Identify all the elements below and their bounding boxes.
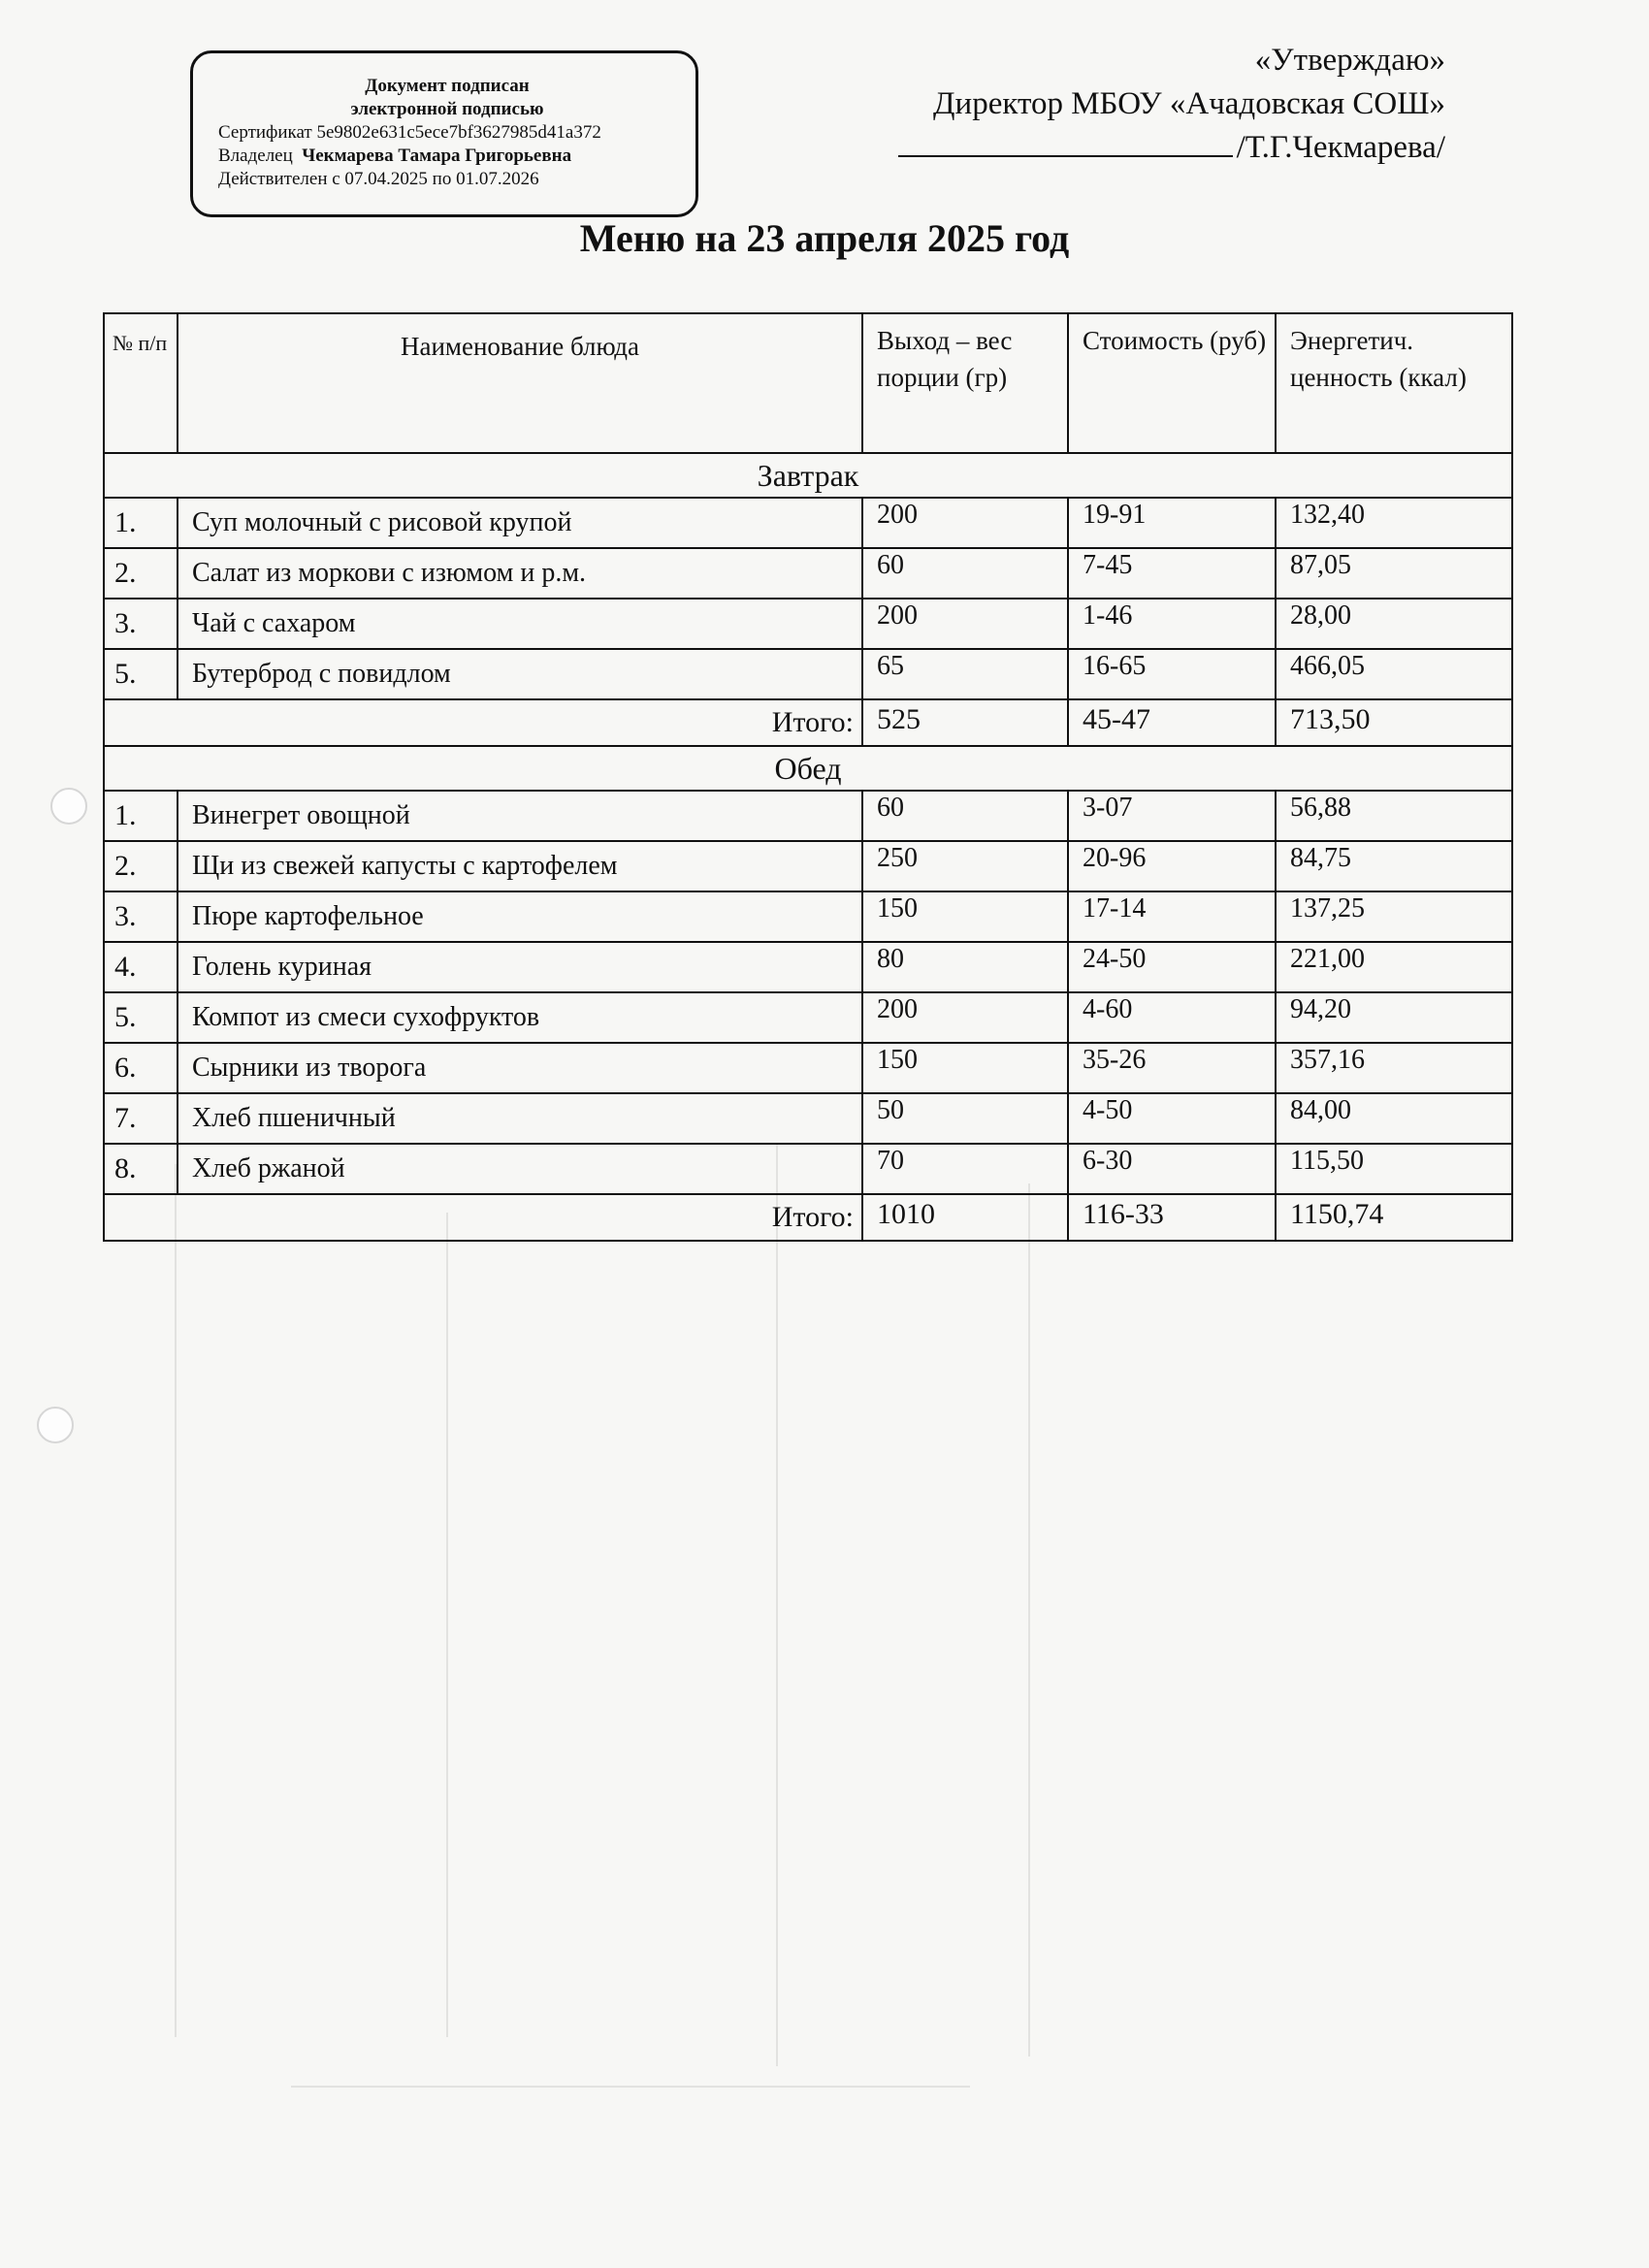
section-title: Завтрак (104, 453, 1512, 498)
cell-output: 70 (862, 1144, 1068, 1194)
menu-table (103, 312, 1513, 1242)
cell-energy: 137,25 (1276, 891, 1512, 942)
cell-name: Салат из моркови с изюмом и р.м. (178, 548, 862, 599)
header-output: Выход – вес порции (гр) (862, 313, 1068, 453)
cell-num: 1. (104, 498, 178, 548)
binder-hole (37, 1407, 74, 1443)
table-row (104, 992, 1512, 1043)
cell-name: Сырники из творога (178, 1043, 862, 1093)
cell-cost: 19-91 (1068, 498, 1276, 548)
cell-name: Щи из свежей капусты с картофелем (178, 841, 862, 891)
cell-name: Бутерброд с повидлом (178, 649, 862, 699)
total-energy: 713,50 (1276, 699, 1512, 746)
bleed-through-line (175, 1164, 177, 2037)
cell-name: Чай с сахаром (178, 599, 862, 649)
cell-cost: 3-07 (1068, 791, 1276, 841)
cell-cost: 16-65 (1068, 649, 1276, 699)
stamp-owner (218, 145, 676, 168)
cell-output: 250 (862, 841, 1068, 891)
stamp-owner-label: Владелец (218, 146, 293, 166)
cell-output: 60 (862, 791, 1068, 841)
approval-heading: «Утверждаю» (1254, 43, 1445, 78)
cell-energy: 56,88 (1276, 791, 1512, 841)
cell-name: Хлеб ржаной (178, 1144, 862, 1194)
cell-num: 3. (104, 891, 178, 942)
table-header-row (104, 313, 1512, 453)
bleed-through-line (776, 1145, 778, 2066)
cell-output: 80 (862, 942, 1068, 992)
cell-num: 4. (104, 942, 178, 992)
stamp-certificate: Сертификат 5e9802e631c5ece7bf3627985d41a372 (218, 122, 601, 143)
cell-cost: 4-60 (1068, 992, 1276, 1043)
cell-cost: 4-50 (1068, 1093, 1276, 1144)
cell-name: Компот из смеси сухофруктов (178, 992, 862, 1043)
cell-output: 65 (862, 649, 1068, 699)
cell-name: Винегрет овощной (178, 791, 862, 841)
cell-output: 200 (862, 498, 1068, 548)
section-row-lunch (104, 746, 1512, 791)
total-output: 525 (862, 699, 1068, 746)
table-row (104, 942, 1512, 992)
signature-name: /Т.Г.Чекмарева/ (1236, 130, 1445, 165)
table-row (104, 791, 1512, 841)
bleed-through-line (1028, 1183, 1030, 2057)
cell-output: 200 (862, 992, 1068, 1043)
cell-cost: 7-45 (1068, 548, 1276, 599)
table-row (104, 1043, 1512, 1093)
cell-cost: 6-30 (1068, 1144, 1276, 1194)
cell-num: 6. (104, 1043, 178, 1093)
cell-energy: 84,75 (1276, 841, 1512, 891)
stamp-owner-name: Чекмарева Тамара Григорьевна (302, 146, 572, 166)
header-energy: Энергетич. ценность (ккал) (1276, 313, 1512, 453)
cell-energy: 132,40 (1276, 498, 1512, 548)
cell-name: Пюре картофельное (178, 891, 862, 942)
page-title: Меню на 23 апреля 2025 год (579, 216, 1070, 260)
cell-num: 3. (104, 599, 178, 649)
bleed-through-line (446, 1213, 448, 2037)
cell-num: 2. (104, 841, 178, 891)
table-row (104, 548, 1512, 599)
table-row (104, 1144, 1512, 1194)
approval-position: Директор МБОУ «Ачадовская СОШ» (933, 86, 1445, 121)
header-num: № п/п (104, 313, 178, 453)
header-name: Наименование блюда (178, 313, 862, 453)
cell-num: 8. (104, 1144, 178, 1194)
total-row-breakfast (104, 699, 1512, 746)
cell-num: 2. (104, 548, 178, 599)
bleed-through-line (291, 2086, 970, 2088)
header-cost: Стоимость (руб) (1068, 313, 1276, 453)
total-energy: 1150,74 (1276, 1194, 1512, 1241)
cell-energy: 94,20 (1276, 992, 1512, 1043)
section-title: Обед (104, 746, 1512, 791)
cell-energy: 87,05 (1276, 548, 1512, 599)
total-row-lunch (104, 1194, 1512, 1241)
total-cost: 116-33 (1068, 1194, 1276, 1241)
cell-num: 7. (104, 1093, 178, 1144)
binder-hole (50, 788, 87, 825)
section-row-breakfast (104, 453, 1512, 498)
table-row (104, 649, 1512, 699)
cell-energy: 28,00 (1276, 599, 1512, 649)
cell-output: 150 (862, 891, 1068, 942)
cell-name: Голень куриная (178, 942, 862, 992)
cell-cost: 17-14 (1068, 891, 1276, 942)
table-row (104, 599, 1512, 649)
total-output: 1010 (862, 1194, 1068, 1241)
total-label: Итого: (104, 699, 862, 746)
cell-output: 200 (862, 599, 1068, 649)
cell-output: 50 (862, 1093, 1068, 1144)
cell-energy: 466,05 (1276, 649, 1512, 699)
cell-cost: 20-96 (1068, 841, 1276, 891)
table-row (104, 1093, 1512, 1144)
total-cost: 45-47 (1068, 699, 1276, 746)
cell-name: Хлеб пшеничный (178, 1093, 862, 1144)
total-label: Итого: (104, 1194, 862, 1241)
cell-cost: 35-26 (1068, 1043, 1276, 1093)
table-row (104, 841, 1512, 891)
cell-energy: 115,50 (1276, 1144, 1512, 1194)
cell-energy: 357,16 (1276, 1043, 1512, 1093)
stamp-line1: Документ подписан (365, 76, 530, 96)
table-row (104, 891, 1512, 942)
approval-signature (898, 126, 1445, 170)
approval-block (898, 39, 1445, 170)
e-signature-stamp (190, 50, 698, 217)
cell-energy: 84,00 (1276, 1093, 1512, 1144)
cell-num: 5. (104, 992, 178, 1043)
cell-energy: 221,00 (1276, 942, 1512, 992)
signature-line (898, 126, 1233, 157)
stamp-validity: Действителен с 07.04.2025 по 01.07.2026 (218, 169, 539, 189)
cell-output: 60 (862, 548, 1068, 599)
cell-output: 150 (862, 1043, 1068, 1093)
cell-num: 1. (104, 791, 178, 841)
table-row (104, 498, 1512, 548)
cell-name: Суп молочный с рисовой крупой (178, 498, 862, 548)
cell-num: 5. (104, 649, 178, 699)
cell-cost: 1-46 (1068, 599, 1276, 649)
stamp-line2: электронной подписью (350, 99, 544, 119)
cell-cost: 24-50 (1068, 942, 1276, 992)
